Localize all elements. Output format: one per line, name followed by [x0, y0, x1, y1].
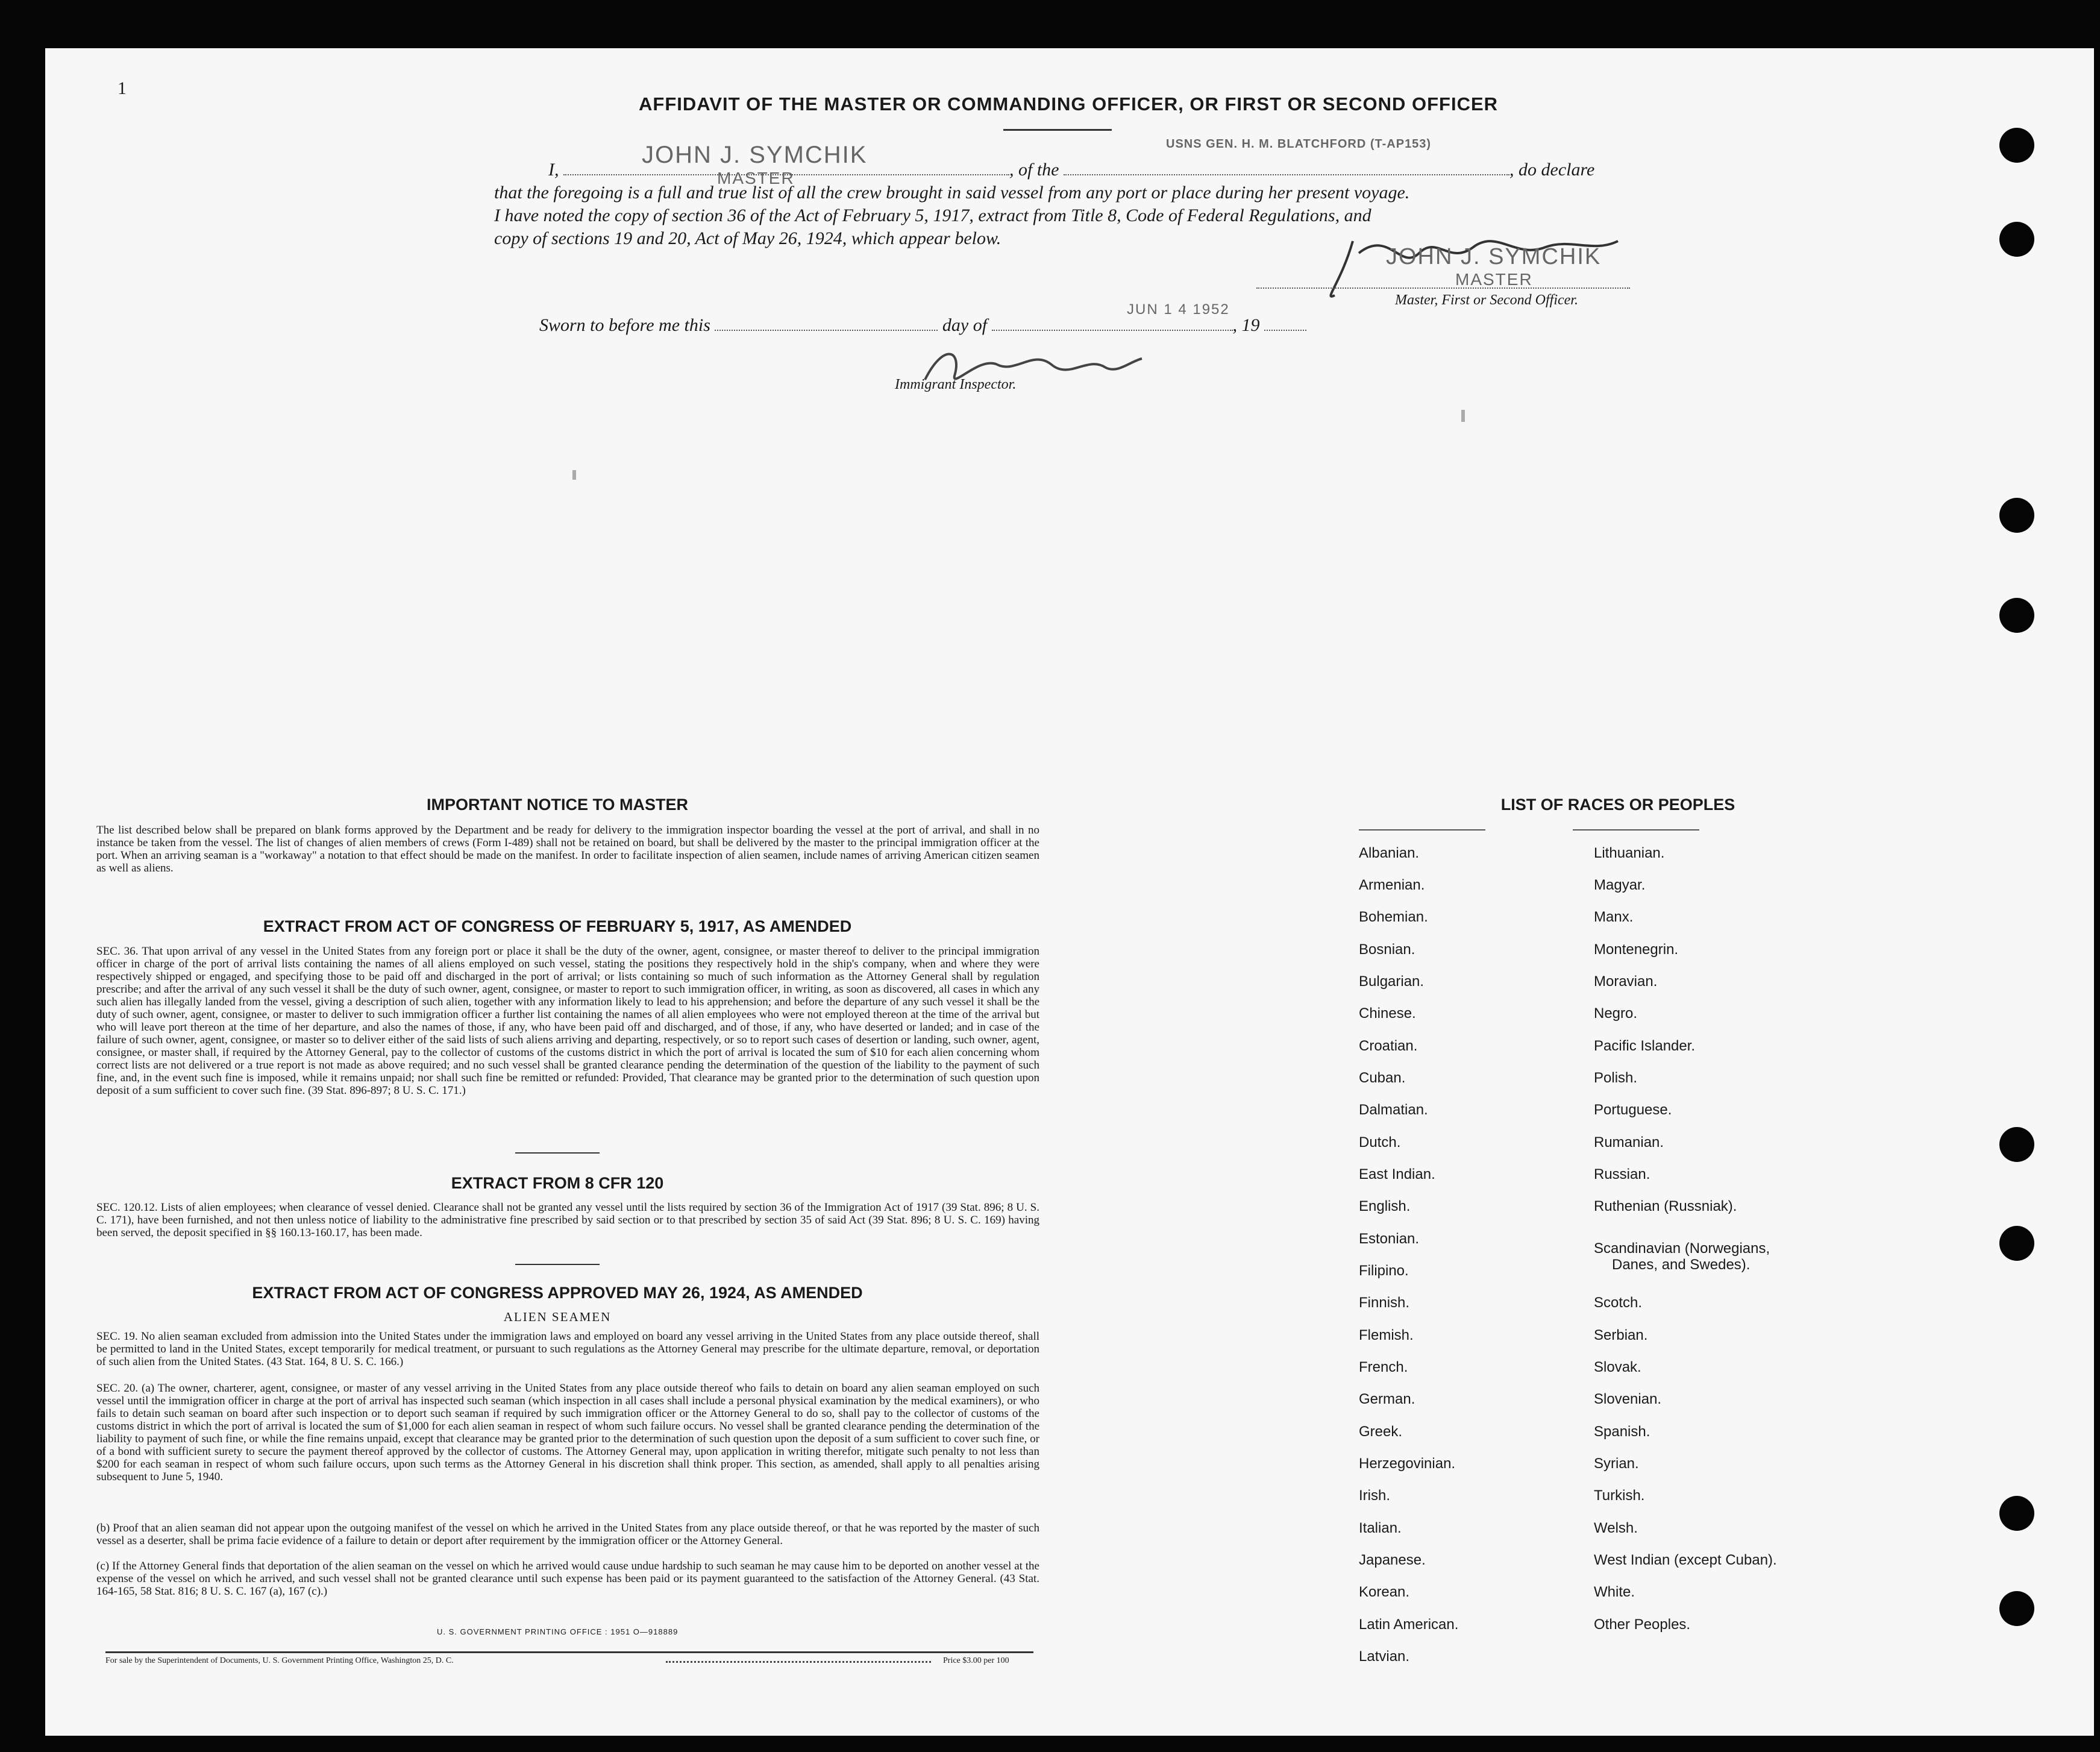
- sec20b-body: (b) Proof that an alien seaman did not appear upon the outgoing manifest of the vessel on which he arrived in the United States from any place outside thereof, or that he was reported by the master of such vessel as a deserter, shall be prima facie evidence of a failure to detain or deport after requirement by the immigration officer or the Attorney General.: [96, 1522, 1039, 1547]
- race-col1-item: German.: [1359, 1391, 1415, 1407]
- sec20a-body: SEC. 20. (a) The owner, charterer, agent, consignee, or master of any vessel arriving in the United States from any place outside thereof who fails to detain on board any alien seaman employed on such vessel until the immigration officer in charge at the port of arrival has inspected such seaman (which inspection in all cases shall include a personal physical examination by the medical examiners), or who fails to detain such seaman on board after such inspection or to deport such seaman if required by such immigration officer or the Attorney General to do so, shall pay to the collector of customs of the customs district in which the port of arrival is located the sum of $1,000 for each alien seaman in respect of whom such failure occurs. No vessel shall be granted clearance pending the determination of the liability to payment of such fine, or while the fine remains unpaid, except that clearance may be granted prior to the determination of such question upon the deposit of a sum sufficient to cover such fine, or of a bond with sufficient surety to secure the payment thereof approved by the collector of customs. The Attorney General may, upon application in writing therefor, mitigate such penalty to not less than $200 for each seaman in respect of whom such failure occurs, upon such terms as the Attorney General in his discretion shall think proper. This section, as amended, shall apply to all penalties arising subsequent to June 5, 1940.: [96, 1382, 1039, 1483]
- race-col1-item: Dalmatian.: [1359, 1102, 1428, 1118]
- binder-hole: [1999, 1591, 2034, 1626]
- sworn-day-blank: [715, 330, 938, 331]
- race-col1-item: Albanian.: [1359, 845, 1420, 861]
- race-col1-item: Croatian.: [1359, 1038, 1418, 1054]
- extract-1917-title: EXTRACT FROM ACT OF CONGRESS OF FEBRUARY 5, 1917, AS AMENDED: [263, 917, 852, 935]
- sworn-prefix: Sworn to before me this: [539, 315, 710, 335]
- race-col2-item: Danes, and Swedes).: [1612, 1257, 1751, 1273]
- footer-dots: [666, 1661, 931, 1663]
- race-col1-item: Chinese.: [1359, 1005, 1416, 1022]
- race-col2-item: Portuguese.: [1594, 1102, 1672, 1118]
- race-col1-item: Bulgarian.: [1359, 973, 1425, 990]
- race-col2-item: Spanish.: [1594, 1424, 1650, 1440]
- race-col2-item: West Indian (except Cuban).: [1594, 1552, 1777, 1568]
- declaration-line-2: that the foregoing is a full and true list of all the crew brought in said vessel from any port or place during her present voyage.: [494, 183, 1410, 203]
- sworn-day-of: day of: [942, 315, 988, 335]
- race-col1-item: Bosnian.: [1359, 941, 1415, 958]
- race-col1-item: Irish.: [1359, 1487, 1391, 1504]
- race-col2-item: Scotch.: [1594, 1295, 1643, 1311]
- race-col1-item: Dutch.: [1359, 1134, 1401, 1151]
- binder-hole: [1999, 498, 2034, 533]
- title-divider: [1003, 129, 1112, 131]
- signature-caption: Master, First or Second Officer.: [1395, 292, 1578, 308]
- race-col1-item: Flemish.: [1359, 1327, 1414, 1343]
- race-col1-item: Finnish.: [1359, 1295, 1410, 1311]
- extract-1917-body: SEC. 36. That upon arrival of any vessel in the United States from any foreign port or place it shall be the duty of the owner, agent, consignee, or master thereof to deliver to the principal immigration officer in charge of the port of arrival lists containing the names of all aliens employed on such vessel, stating the positions they respectively hold in the ship's company, when and where they were respectively shipped or engaged, and specifying those to be paid off and discharged in the port of arrival; or lists containing so much of such information as the Attorney General shall by regulation prescribe; and after the arrival of any such vessel it shall be the duty of such owner, agent, consignee, or master to report to such immigration officer, in writing, as soon as discovered, all cases in which any such alien has illegally landed from the vessel, giving a description of such alien, together with any information likely to lead to his apprehension; and before the departure of any such vessel it shall be the duty of such owner, agent, consignee, or master to deliver to such immigration officer a further list containing the names of all alien employees who were not employed thereon at the time of the arrival but who will leave port thereon at the time of her departure, and also the names of those, if any, who have been paid off and discharged, and of those, if any, who have deserted or landed; and in case of the failure of such owner, agent, consignee, or master so to deliver either of the said lists of such aliens arriving and departing, respectively, or so to report such cases of desertion or landing, such owner, agent, consignee, or master shall, if required by the Attorney General, pay to the collector of customs of the customs district in which the port of arrival is located the sum of $10 for each alien concerning whom correct lists are not delivered or a true report is not made as above required; and no such vessel shall be granted clearance pending the determination of the question of the liability to the payment of such fine, and, in the event such fine is imposed, while it remains unpaid; nor shall such fine be remitted or refunded: Provided, That clearance may be granted prior to the determination of such question upon deposit of a sum sufficient to cover such fine. (39 Stat. 896-897; 8 U. S. C. 171.): [96, 945, 1039, 1097]
- race-col1-item: English.: [1359, 1198, 1411, 1214]
- cfr-title: EXTRACT FROM 8 CFR 120: [451, 1174, 664, 1192]
- races-rule-right: [1573, 829, 1699, 830]
- race-col1-item: Herzegovinian.: [1359, 1455, 1456, 1472]
- race-col2-item: Magyar.: [1594, 877, 1646, 893]
- alien-seamen-subtitle: ALIEN SEAMEN: [503, 1310, 612, 1324]
- race-col1-item: Latin American.: [1359, 1616, 1459, 1633]
- inspector-caption: Immigrant Inspector.: [895, 377, 1017, 392]
- race-col1-item: Bohemian.: [1359, 909, 1428, 925]
- race-col1-item: Greek.: [1359, 1424, 1403, 1440]
- race-col2-item: Serbian.: [1594, 1327, 1648, 1343]
- faint-mark: [572, 470, 576, 480]
- extract-1924-title: EXTRACT FROM ACT OF CONGRESS APPROVED MAY 26, 1924, AS AMENDED: [252, 1284, 863, 1302]
- sworn-year-blank: [1264, 330, 1306, 331]
- race-col1-item: French.: [1359, 1359, 1408, 1375]
- signature-name-stamp: JOHN J. SYMCHIK: [1386, 244, 1602, 269]
- race-col2-item: White.: [1594, 1584, 1635, 1600]
- vessel-blank: [1064, 174, 1509, 175]
- binder-hole: [1999, 598, 2034, 633]
- race-col2-item: Manx.: [1594, 909, 1634, 925]
- race-col2-item: Syrian.: [1594, 1455, 1639, 1472]
- race-col2-item: Montenegrin.: [1594, 941, 1679, 958]
- i-label: I,: [548, 160, 559, 180]
- declare-label: , do declare: [1509, 160, 1595, 180]
- race-col2-item: Polish.: [1594, 1070, 1638, 1086]
- race-col2-item: Scandinavian (Norwegians,: [1594, 1240, 1770, 1257]
- of-the-label: , of the: [1009, 160, 1059, 180]
- race-col1-item: Cuban.: [1359, 1070, 1406, 1086]
- race-col2-item: Russian.: [1594, 1166, 1650, 1182]
- race-col2-item: Other Peoples.: [1594, 1616, 1691, 1633]
- race-col2-item: Negro.: [1594, 1005, 1638, 1022]
- page-number-mark: 1: [118, 78, 127, 98]
- vessel-stamp: USNS GEN. H. M. BLATCHFORD (T-AP153): [1166, 137, 1432, 151]
- race-col2-item: Moravian.: [1594, 973, 1658, 990]
- race-col1-item: Japanese.: [1359, 1552, 1426, 1568]
- binder-hole: [1999, 1127, 2034, 1162]
- document-page: [45, 48, 2094, 1736]
- declaration-line-4: copy of sections 19 and 20, Act of May 26, 1924, which appear below.: [494, 228, 1001, 248]
- gpo-imprint: U. S. GOVERNMENT PRINTING OFFICE : 1951 O—918889: [437, 1627, 679, 1636]
- race-col1-item: Korean.: [1359, 1584, 1410, 1600]
- declaration-line-3: I have noted the copy of section 36 of the Act of February 5, 1917, extract from Title 8, Code of Federal Regulations, and: [494, 206, 1371, 225]
- notice-title: IMPORTANT NOTICE TO MASTER: [427, 796, 688, 814]
- races-title: LIST OF RACES OR PEOPLES: [1500, 796, 1735, 814]
- master-name-stamp: JOHN J. SYMCHIK: [642, 142, 868, 168]
- sec20c-body: (c) If the Attorney General finds that deportation of the alien seaman on the vessel on which he arrived would cause undue hardship to such seaman he may cause him to be deported on another vessel at the expense of the vessel on which he arrived, and such vessel shall not be granted clearance until such expense has been paid or its payment guaranteed to the satisfaction of the Attorney General. (43 Stat. 164-165, 58 Stat. 816; 8 U. S. C. 167 (a), 167 (c).): [96, 1560, 1039, 1598]
- race-col2-item: Lithuanian.: [1594, 845, 1665, 861]
- section-divider: [515, 1264, 600, 1265]
- date-stamp: JUN 1 4 1952: [1127, 301, 1230, 318]
- name-blank: [563, 174, 1009, 175]
- binder-hole: [1999, 222, 2034, 257]
- binder-hole: [1999, 1226, 2034, 1261]
- declaration-line-1: [548, 160, 1594, 180]
- races-rule-left: [1359, 829, 1485, 830]
- section-divider: [515, 1152, 600, 1154]
- race-col2-item: Welsh.: [1594, 1520, 1638, 1536]
- sworn-year: , 19: [1232, 315, 1260, 335]
- race-col1-item: East Indian.: [1359, 1166, 1435, 1182]
- race-col1-item: Italian.: [1359, 1520, 1402, 1536]
- notice-body: The list described below shall be prepared on blank forms approved by the Department and be ready for delivery to the immigration inspector boarding the vessel at the port of arrival, and shall in no instance be taken from the vessel. The list of changes of alien members of crews (Form I-489) shall not be retained on board, but shall be delivered by the master to the principal immigration officer at the port. When an arriving seaman is a "workaway" a notation to that effect should be made on the manifest. In order to facilitate inspection of alien seamen, include names of arriving American citizen seamen as well as aliens.: [96, 824, 1039, 874]
- race-col1-item: Armenian.: [1359, 877, 1425, 893]
- binder-hole: [1999, 128, 2034, 163]
- master-role-stamp: MASTER: [717, 169, 795, 187]
- affidavit-title: AFFIDAVIT OF THE MASTER OR COMMANDING OFFICER, OR FIRST OR SECOND OFFICER: [639, 93, 1499, 115]
- sworn-month-blank: [992, 330, 1233, 331]
- race-col2-item: Slovenian.: [1594, 1391, 1662, 1407]
- race-col1-item: Estonian.: [1359, 1231, 1420, 1247]
- race-col2-item: Pacific Islander.: [1594, 1038, 1696, 1054]
- footer-left: For sale by the Superintendent of Documents, U. S. Government Printing Office, Washington 25, D. C.: [105, 1656, 454, 1665]
- race-col2-item: Rumanian.: [1594, 1134, 1664, 1151]
- race-col1-item: Filipino.: [1359, 1263, 1409, 1279]
- race-col2-item: Slovak.: [1594, 1359, 1641, 1375]
- signature-line: [1256, 287, 1630, 289]
- footer-right: Price $3.00 per 100: [943, 1656, 1009, 1665]
- footer-rule: [105, 1651, 1033, 1653]
- cfr-body: SEC. 120.12. Lists of alien employees; when clearance of vessel denied. Clearance shall not be granted any vessel until the lists required by section 36 of the Immigration Act of 1917 (39 Stat. 896; 8 U. S. C. 171), have been furnished, and not then unless notice of liability to the administrative fine prescribed by said section or to that prescribed by section 35 of said Act (39 Stat. 896; 8 U. S. C. 169) having been served, the deposit specified in §§ 160.13-160.17, has been made.: [96, 1201, 1039, 1239]
- race-col2-item: Turkish.: [1594, 1487, 1645, 1504]
- sec19-body: SEC. 19. No alien seaman excluded from admission into the United States under the immigration laws and employed on board any vessel arriving in the United States from any place outside thereof, shall be permitted to land in the United States, except temporarily for medical treatment, or pursuant to such regulations as the Attorney General may prescribe for the ultimate departure, removal, or deportation of such alien from the United States. (43 Stat. 164, 8 U. S. C. 166.): [96, 1330, 1039, 1368]
- race-col1-item: Latvian.: [1359, 1648, 1410, 1665]
- binder-hole: [1999, 1496, 2034, 1531]
- race-col2-item: Ruthenian (Russniak).: [1594, 1198, 1737, 1214]
- faint-mark: [1461, 410, 1465, 422]
- signature-role-stamp: MASTER: [1455, 270, 1533, 289]
